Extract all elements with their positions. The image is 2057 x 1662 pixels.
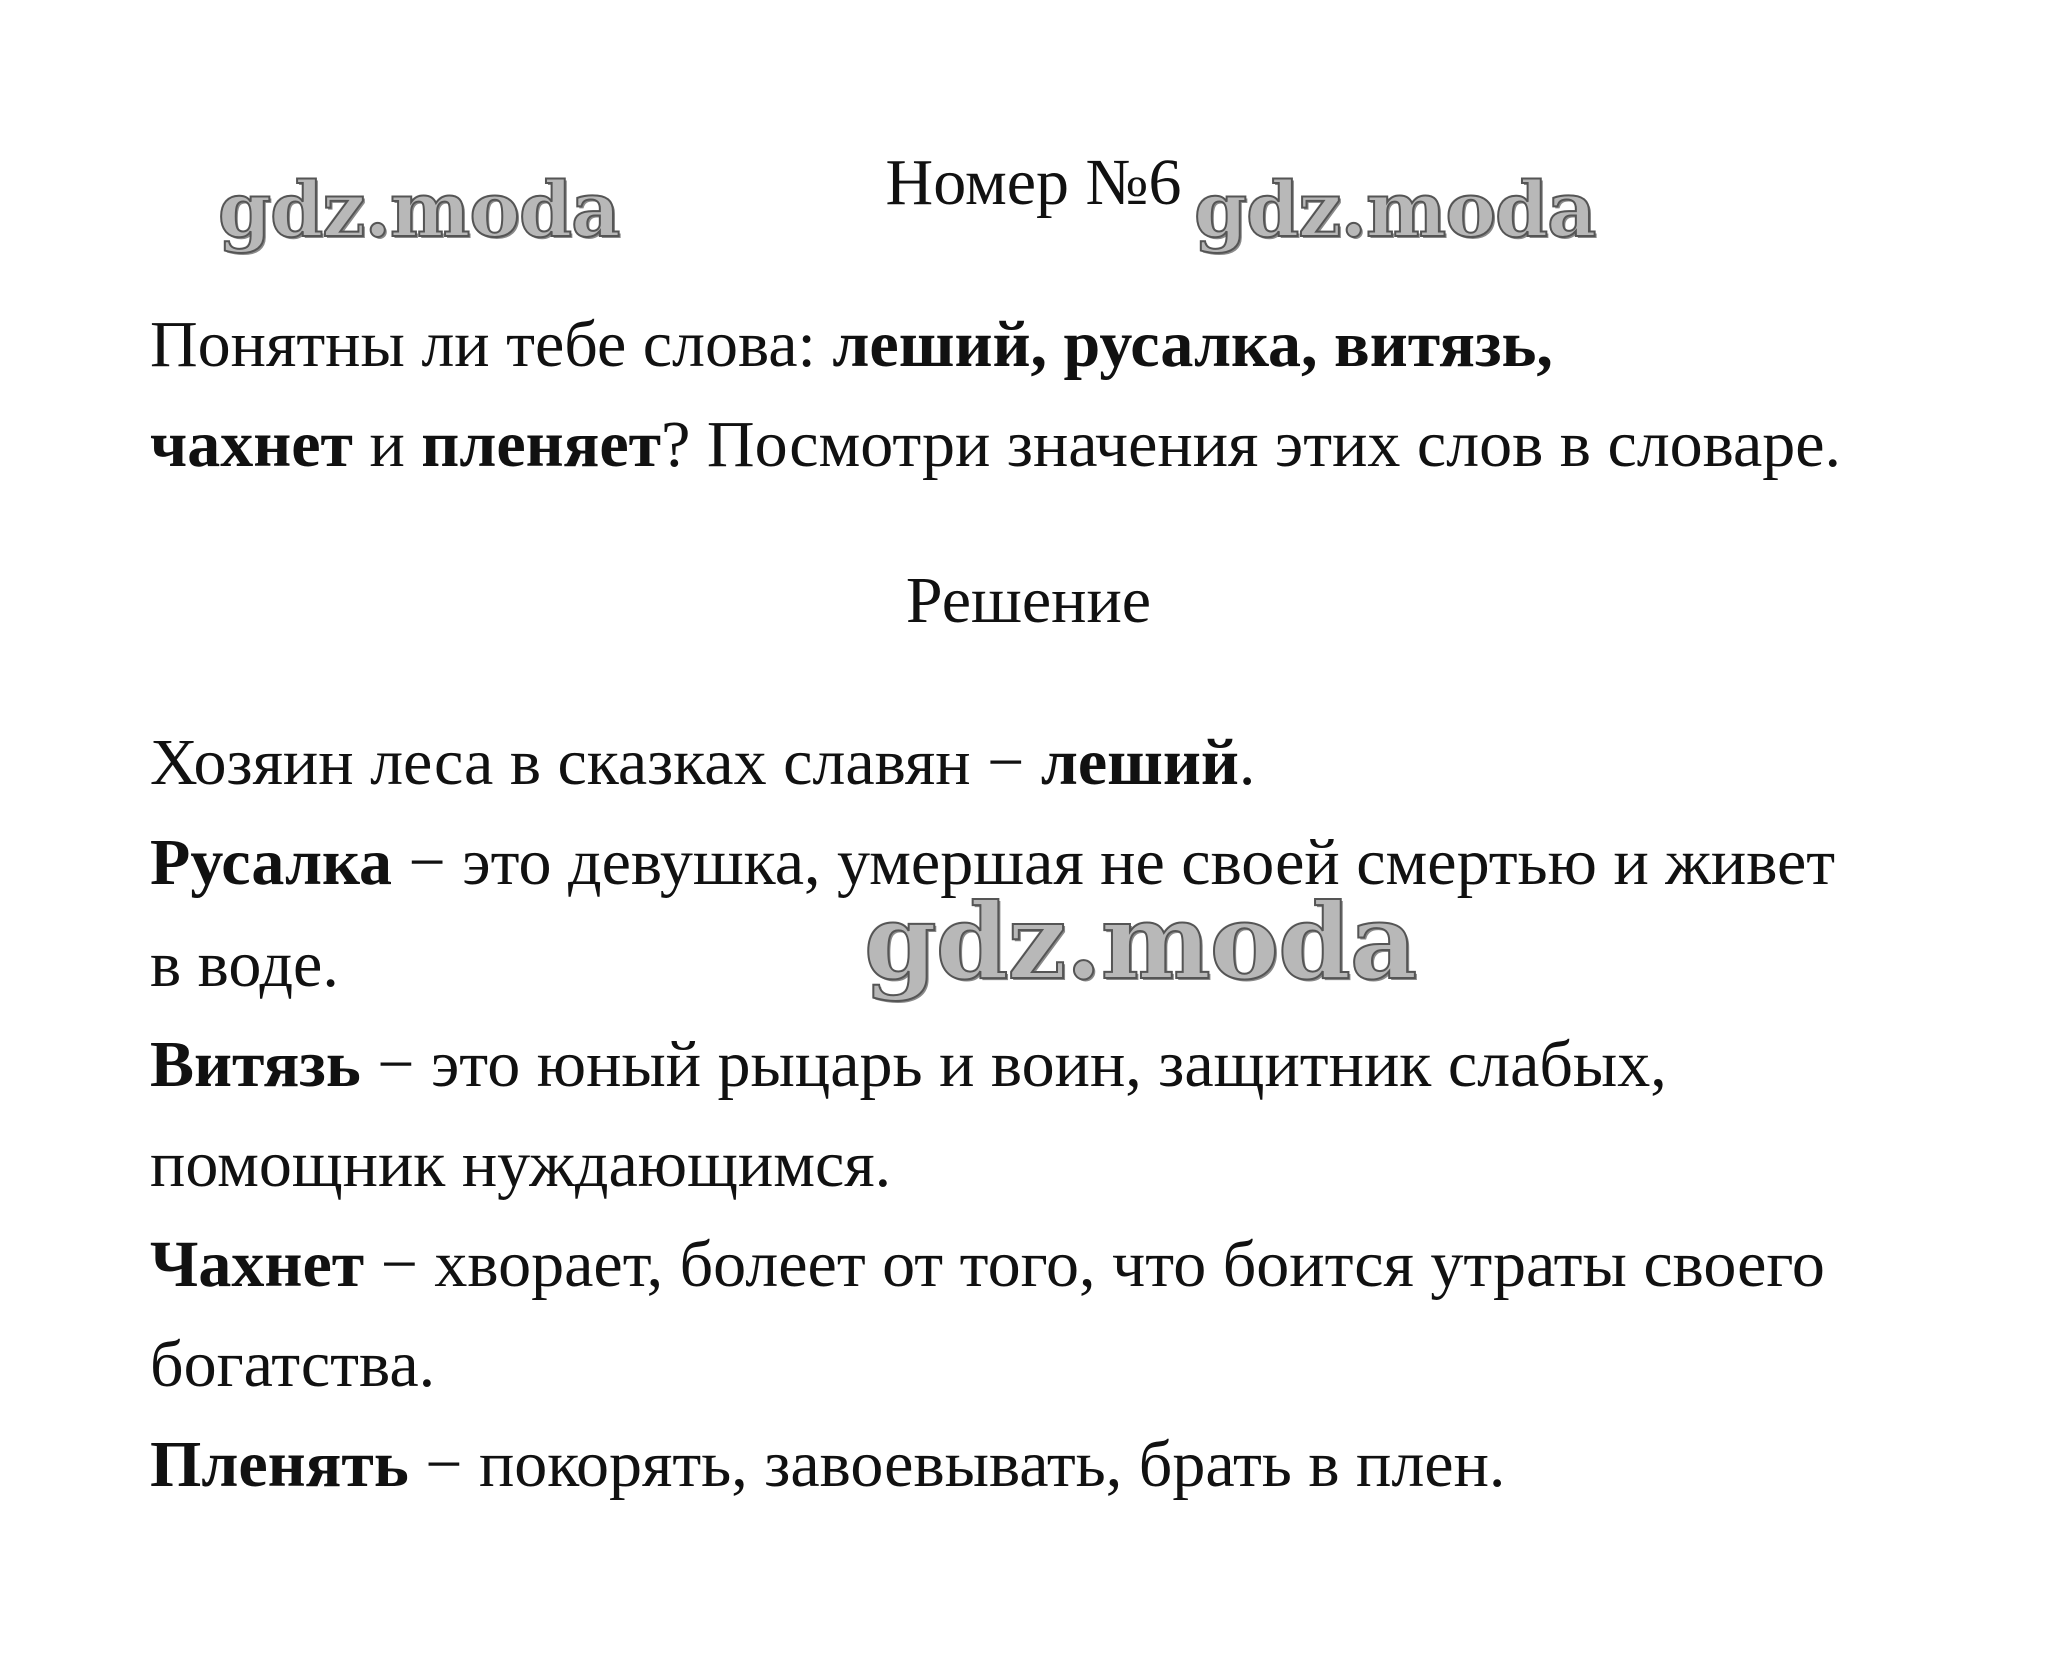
term-vityaz: Витязь — [150, 1028, 361, 1101]
definition-plenyat — [150, 1428, 1506, 1501]
definition-leshiy — [150, 726, 1256, 799]
term-rusalka: Русалка — [150, 826, 393, 899]
watermark-logo: gdz.moda — [1194, 165, 1596, 254]
watermark-logo: gdz.moda — [218, 165, 620, 254]
solution-title: Решение — [905, 564, 1152, 637]
task-question-text: Понятны ли тебе слова: — [150, 308, 833, 381]
task-word-plenyaet: пленяет — [421, 408, 662, 481]
definition-leshiy-text: Хозяин леса в сказках славян − — [150, 726, 1041, 799]
task-title: Номер №6 — [885, 146, 1182, 219]
task-question-line-2 — [150, 408, 1842, 481]
definition-chakhnet-text: − хворает, болеет от того, что боится утраты своего — [364, 1228, 1825, 1301]
watermark-logo: gdz.moda — [864, 880, 1417, 1003]
definition-vityaz-text: − это юный рыцарь и воин, защитник слабых, — [360, 1028, 1667, 1101]
term-plenyat: Пленять — [150, 1428, 409, 1501]
definition-vityaz-cont: помощник нуждающимся. — [150, 1128, 892, 1201]
task-question-words: леший, русалка, витязь, — [832, 308, 1553, 381]
definition-rusalka-text: − это девушка, умершая не своей смертью и живет — [392, 826, 1836, 899]
definition-rusalka-cont: в воде. — [150, 928, 339, 1001]
definition-chakhnet-cont: богатства. — [150, 1328, 436, 1401]
definition-plenyat-text: − покорять, завоевывать, брать в плен. — [408, 1428, 1506, 1501]
definition-chakhnet — [150, 1228, 1825, 1301]
definition-vityaz — [150, 1028, 1667, 1101]
term-chakhnet: Чахнет — [150, 1228, 365, 1301]
definition-leshiy-end: . — [1238, 726, 1256, 799]
task-word-chakhnet: чахнет — [150, 408, 353, 481]
term-leshiy: леший — [1040, 726, 1239, 799]
task-instruction: ? Посмотри значения этих слов в словаре. — [661, 408, 1842, 481]
task-conjunction: и — [352, 408, 422, 481]
task-question-line-1 — [150, 308, 1553, 381]
